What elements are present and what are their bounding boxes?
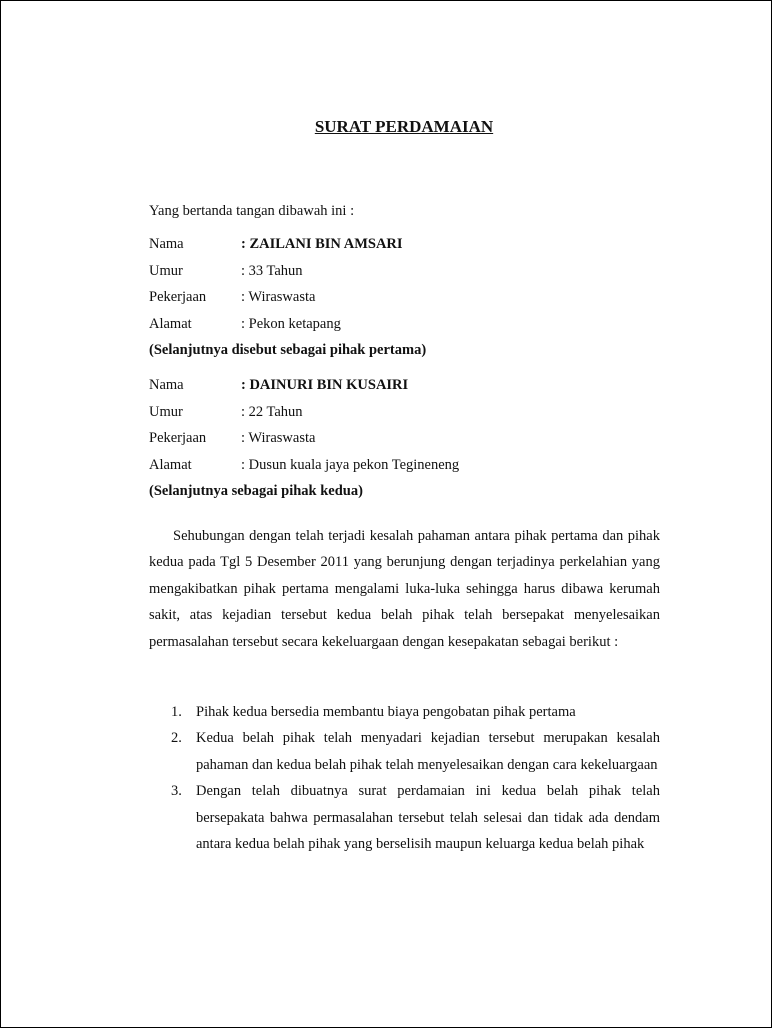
term-item (149, 778, 660, 857)
term-number: 3. (171, 783, 182, 800)
field-value: : 33 Tahun (241, 262, 303, 279)
body-paragraph: Sehubungan dengan telah terjadi kesalah pahaman antara pihak pertama dan pihak kedua pada Tgl 5 Desember 2011 yang berunjung dengan terjadinya perkelahian yang mengakibatkan pihak pertama mengalami luka-luka sehingga harus dibawa kerumah sakit, atas kejadian tersebut kedua belah pihak telah bersepakat menyelesaikan permasalahan tersebut secara kekeluargaan dengan kesepakatan sebagai berikut : (149, 528, 660, 650)
term-item (149, 725, 660, 778)
field-label: Pekerjaan (149, 430, 207, 446)
first-party-note: (Selanjutnya disebut sebagai pihak pertama) (149, 342, 427, 358)
field-label: Nama (149, 377, 184, 393)
term-text: Dengan telah dibuatnya surat perdamaian ini kedua belah pihak telah bersepakata bahwa permasalahan tersebut telah selesai dan tidak ada dendam antara kedua belah pihak yang berselisih maupun keluarga kedua belah pihak (196, 783, 660, 853)
first-party-name-row (149, 231, 426, 258)
term-number: 1. (171, 704, 182, 720)
field-label: Nama (149, 236, 184, 252)
term-text: Kedua belah pihak telah menyadari kejadian tersebut merupakan kesalah pahaman dan kedua belah pihak telah menyelesaikan dengan cara kekeluargaan (196, 730, 660, 773)
term-text: Pihak kedua bersedia membantu biaya pengobatan pihak pertama (196, 704, 576, 720)
field-value: : 22 Tahun (241, 403, 303, 420)
first-party-block (149, 231, 426, 364)
field-value: : ZAILANI BIN AMSARI (241, 236, 403, 252)
first-party-occupation-row (149, 284, 426, 311)
intro-text: Yang bertanda tangan dibawah ini : (149, 203, 355, 219)
second-party-block (149, 372, 459, 505)
first-party-address-row (149, 311, 426, 338)
term-item (149, 699, 660, 725)
field-label: Umur (149, 262, 183, 279)
field-label: Alamat (149, 315, 192, 332)
terms-list (149, 699, 660, 857)
document-title: SURAT PERDAMAIAN (314, 117, 494, 136)
second-party-occupation-row (149, 425, 459, 452)
field-label: Umur (149, 403, 183, 420)
term-number: 2. (171, 730, 182, 747)
field-value: : Wiraswasta (241, 289, 316, 305)
field-value: : Dusun kuala jaya pekon Tegineneng (241, 456, 460, 473)
field-label: Alamat (149, 456, 192, 473)
second-party-address-row (149, 452, 459, 479)
field-label: Pekerjaan (149, 289, 207, 305)
second-party-name-row (149, 372, 459, 399)
field-value: : Pekon ketapang (241, 315, 341, 332)
second-party-note: (Selanjutnya sebagai pihak kedua) (149, 483, 363, 499)
first-party-age-row (149, 258, 426, 285)
second-party-age-row (149, 399, 459, 426)
field-value: : DAINURI BIN KUSAIRI (241, 377, 409, 393)
field-value: : Wiraswasta (241, 430, 316, 446)
